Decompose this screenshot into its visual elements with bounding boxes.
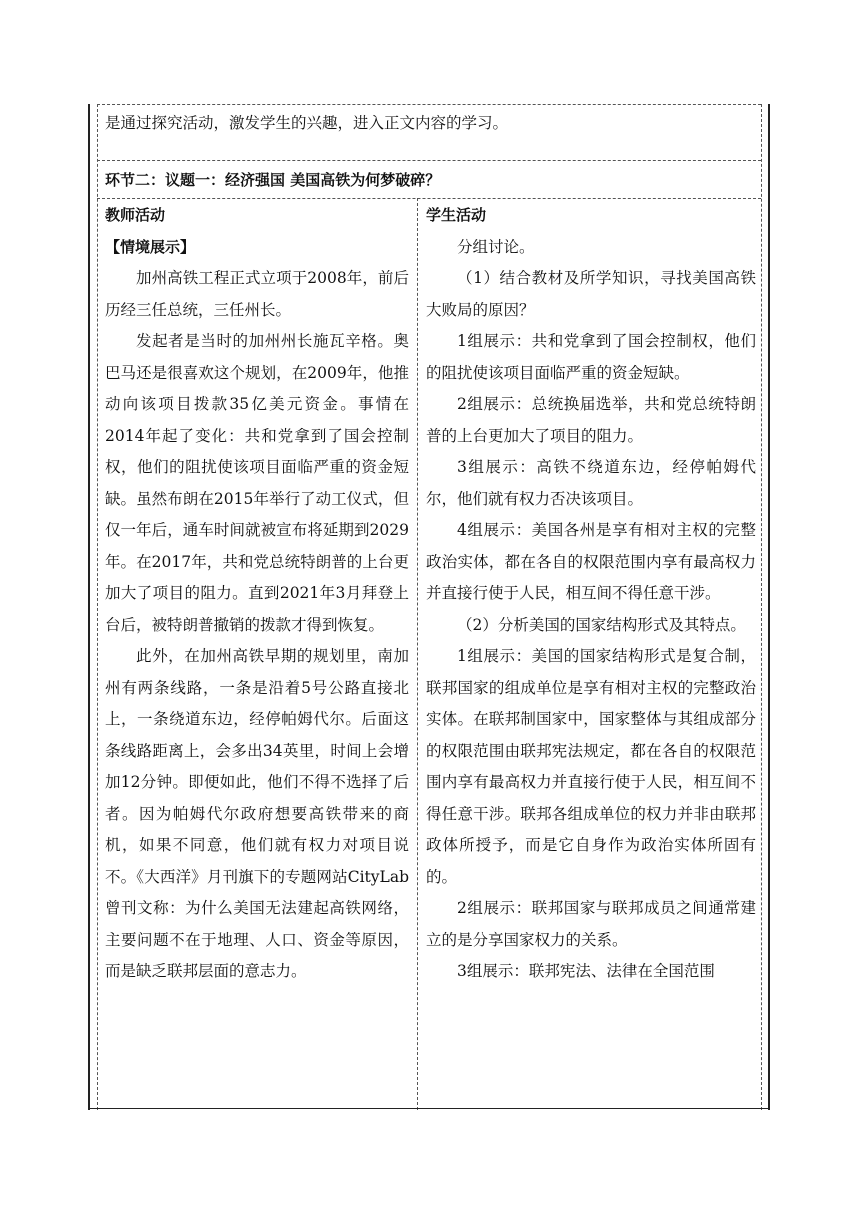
student-paragraph: （2）分析美国的国家结构形式及其特点。 — [457, 615, 746, 634]
table-top-border — [97, 104, 761, 105]
student-paragraph: （1）结合教材及所学知识，寻找美国高铁大败局的原因？ — [426, 269, 756, 319]
student-paragraph: 2组展示：总统换届选举，共和党总统特朗普的上台更加大了项目的阻力。 — [426, 395, 756, 445]
column-divider — [417, 198, 418, 1110]
teacher-heading: 教师活动 — [105, 206, 166, 224]
table-bottom-border — [88, 1108, 770, 1109]
teacher-paragraph: 加州高铁工程正式立项于2008年，前后历经三任总统，三任州长。 — [105, 269, 409, 319]
student-paragraph: 3组展示：联邦宪法、法律在全国范围 — [457, 962, 715, 980]
teacher-subheading: 【情境展示】 — [105, 237, 196, 256]
student-paragraph: 4组展示：美国各州是享有相对主权的完整政治实体，都在各自的权限范围内享有最高权力并直接行使于人民，相互间不得任意干涉。 — [426, 521, 756, 602]
student-activity-column — [426, 200, 756, 988]
teacher-activity-column — [105, 200, 409, 988]
section-title: 环节二：议题一：经济强国 美国高铁为何梦破碎？ — [105, 171, 441, 189]
student-paragraph: 1组展示：美国的国家结构形式是复合制，联邦国家的组成单位是享有相对主权的完整政治实体。在联邦制国家中，国家整体与其组成部分的权限范围由联邦宪法规定，都在各自的权限范围内享有最高权力并直接行使于人民，相互间不得任意干涉。联邦各组成单位的权力并非由联邦政体所授予，而是它自身作为政治实体所固有的。 — [426, 647, 756, 886]
student-paragraph: 分组讨论。 — [457, 237, 535, 256]
teacher-paragraph: 此外，在加州高铁早期的规划里，南加州有两条线路，一条是沿着5号公路直接北上，一条绕道东边，经停帕姆代尔。后面这条线路距离上，会多出34英里，时间上会增加12分钟。即便如此，他们不得不选择了后者。因为帕姆代尔政府想要高铁带来的商机，如果不同意，他们就有权力对项目说不。《大西洋》月刊旗下的专题网站CityLab曾刊文称：为什么美国无法建起高铁网络，主要问题不在于地理、人口、资金等原因，而是缺乏联邦层面的意志力。 — [105, 647, 409, 980]
intro-text: 是通过探究活动，激发学生的兴趣，进入正文内容的学习。 — [105, 114, 509, 132]
teacher-paragraph: 发起者是当时的加州州长施瓦辛格。奥巴马还是很喜欢这个规划，在2009年，他推动向该项目拨款35亿美元资金。事情在2014年起了变化：共和党拿到了国会控制权，他们的阻扰使该项目面临严重的资金短缺。虽然布朗在2015年举行了动工仪式，但仅一年后，通车时间就被宣布将延期到2029年。在2017年，共和党总统特朗普的上台更加大了项目的阻力。直到2021年3月拜登上台后，被特朗普撤销的拨款才得到恢复。 — [105, 332, 409, 634]
student-heading: 学生活动 — [426, 206, 487, 224]
row-divider — [97, 160, 761, 161]
table-inner-right-border — [761, 104, 762, 1110]
student-paragraph: 2组展示：联邦国家与联邦成员之间通常建立的是分享国家权力的关系。 — [426, 899, 756, 949]
student-paragraph: 3组展示：高铁不绕道东边，经停帕姆代尔，他们就有权力否决该项目。 — [426, 458, 756, 508]
table-inner-left-border — [97, 104, 98, 1110]
student-paragraph: 1组展示：共和党拿到了国会控制权，他们的阻扰使该项目面临严重的资金短缺。 — [426, 332, 756, 382]
row-divider — [97, 198, 761, 199]
